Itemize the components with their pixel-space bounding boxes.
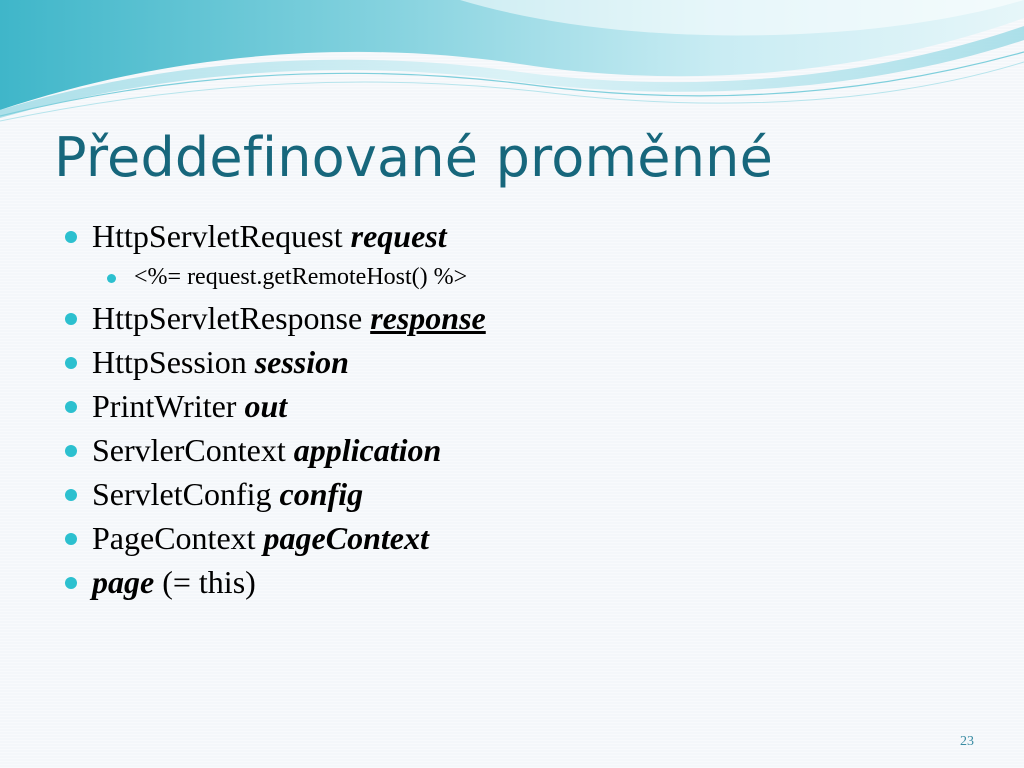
type-name: PrintWriter <box>92 388 245 424</box>
type-name: ServlerContext <box>92 432 294 468</box>
list-item <box>62 384 486 428</box>
bullet-dot-icon <box>65 533 77 545</box>
header-wave-decoration <box>0 0 1024 130</box>
bullet-dot-icon <box>65 231 77 243</box>
code-example: <%= request.getRemoteHost() %> <box>134 264 468 290</box>
bullet-dot-icon <box>65 357 77 369</box>
variable-name: out <box>244 388 288 424</box>
list-item <box>62 428 486 472</box>
variable-name: config <box>279 476 364 512</box>
page-number: 23 <box>960 734 974 749</box>
type-name: PageContext <box>92 520 264 556</box>
list-item <box>62 560 486 604</box>
list-item <box>62 472 486 516</box>
bullet-dot-icon <box>65 445 77 457</box>
note-text: (= this) <box>154 564 256 600</box>
variable-name: pageContext <box>263 520 429 556</box>
type-name: HttpSession <box>92 344 255 380</box>
list-item <box>62 296 486 340</box>
variable-name: application <box>293 432 442 468</box>
bullet-dot-icon <box>65 577 77 589</box>
variable-name: request <box>350 218 447 254</box>
bullet-dot-icon <box>65 489 77 501</box>
type-name: HttpServletResponse <box>92 300 371 336</box>
list-item <box>62 258 486 296</box>
variable-name: session <box>254 344 349 380</box>
bullet-dot-icon <box>65 401 77 413</box>
list-item <box>62 516 486 560</box>
type-name: HttpServletRequest <box>92 218 351 254</box>
bullet-dot-icon <box>107 274 116 283</box>
variable-name: page <box>92 564 155 600</box>
variable-name: response <box>370 300 486 336</box>
bullet-list <box>62 214 486 604</box>
list-item <box>62 340 486 384</box>
list-item <box>62 214 486 258</box>
bullet-dot-icon <box>65 313 77 325</box>
slide-title: Předdefinované proměnné <box>54 126 773 189</box>
type-name: ServletConfig <box>92 476 280 512</box>
